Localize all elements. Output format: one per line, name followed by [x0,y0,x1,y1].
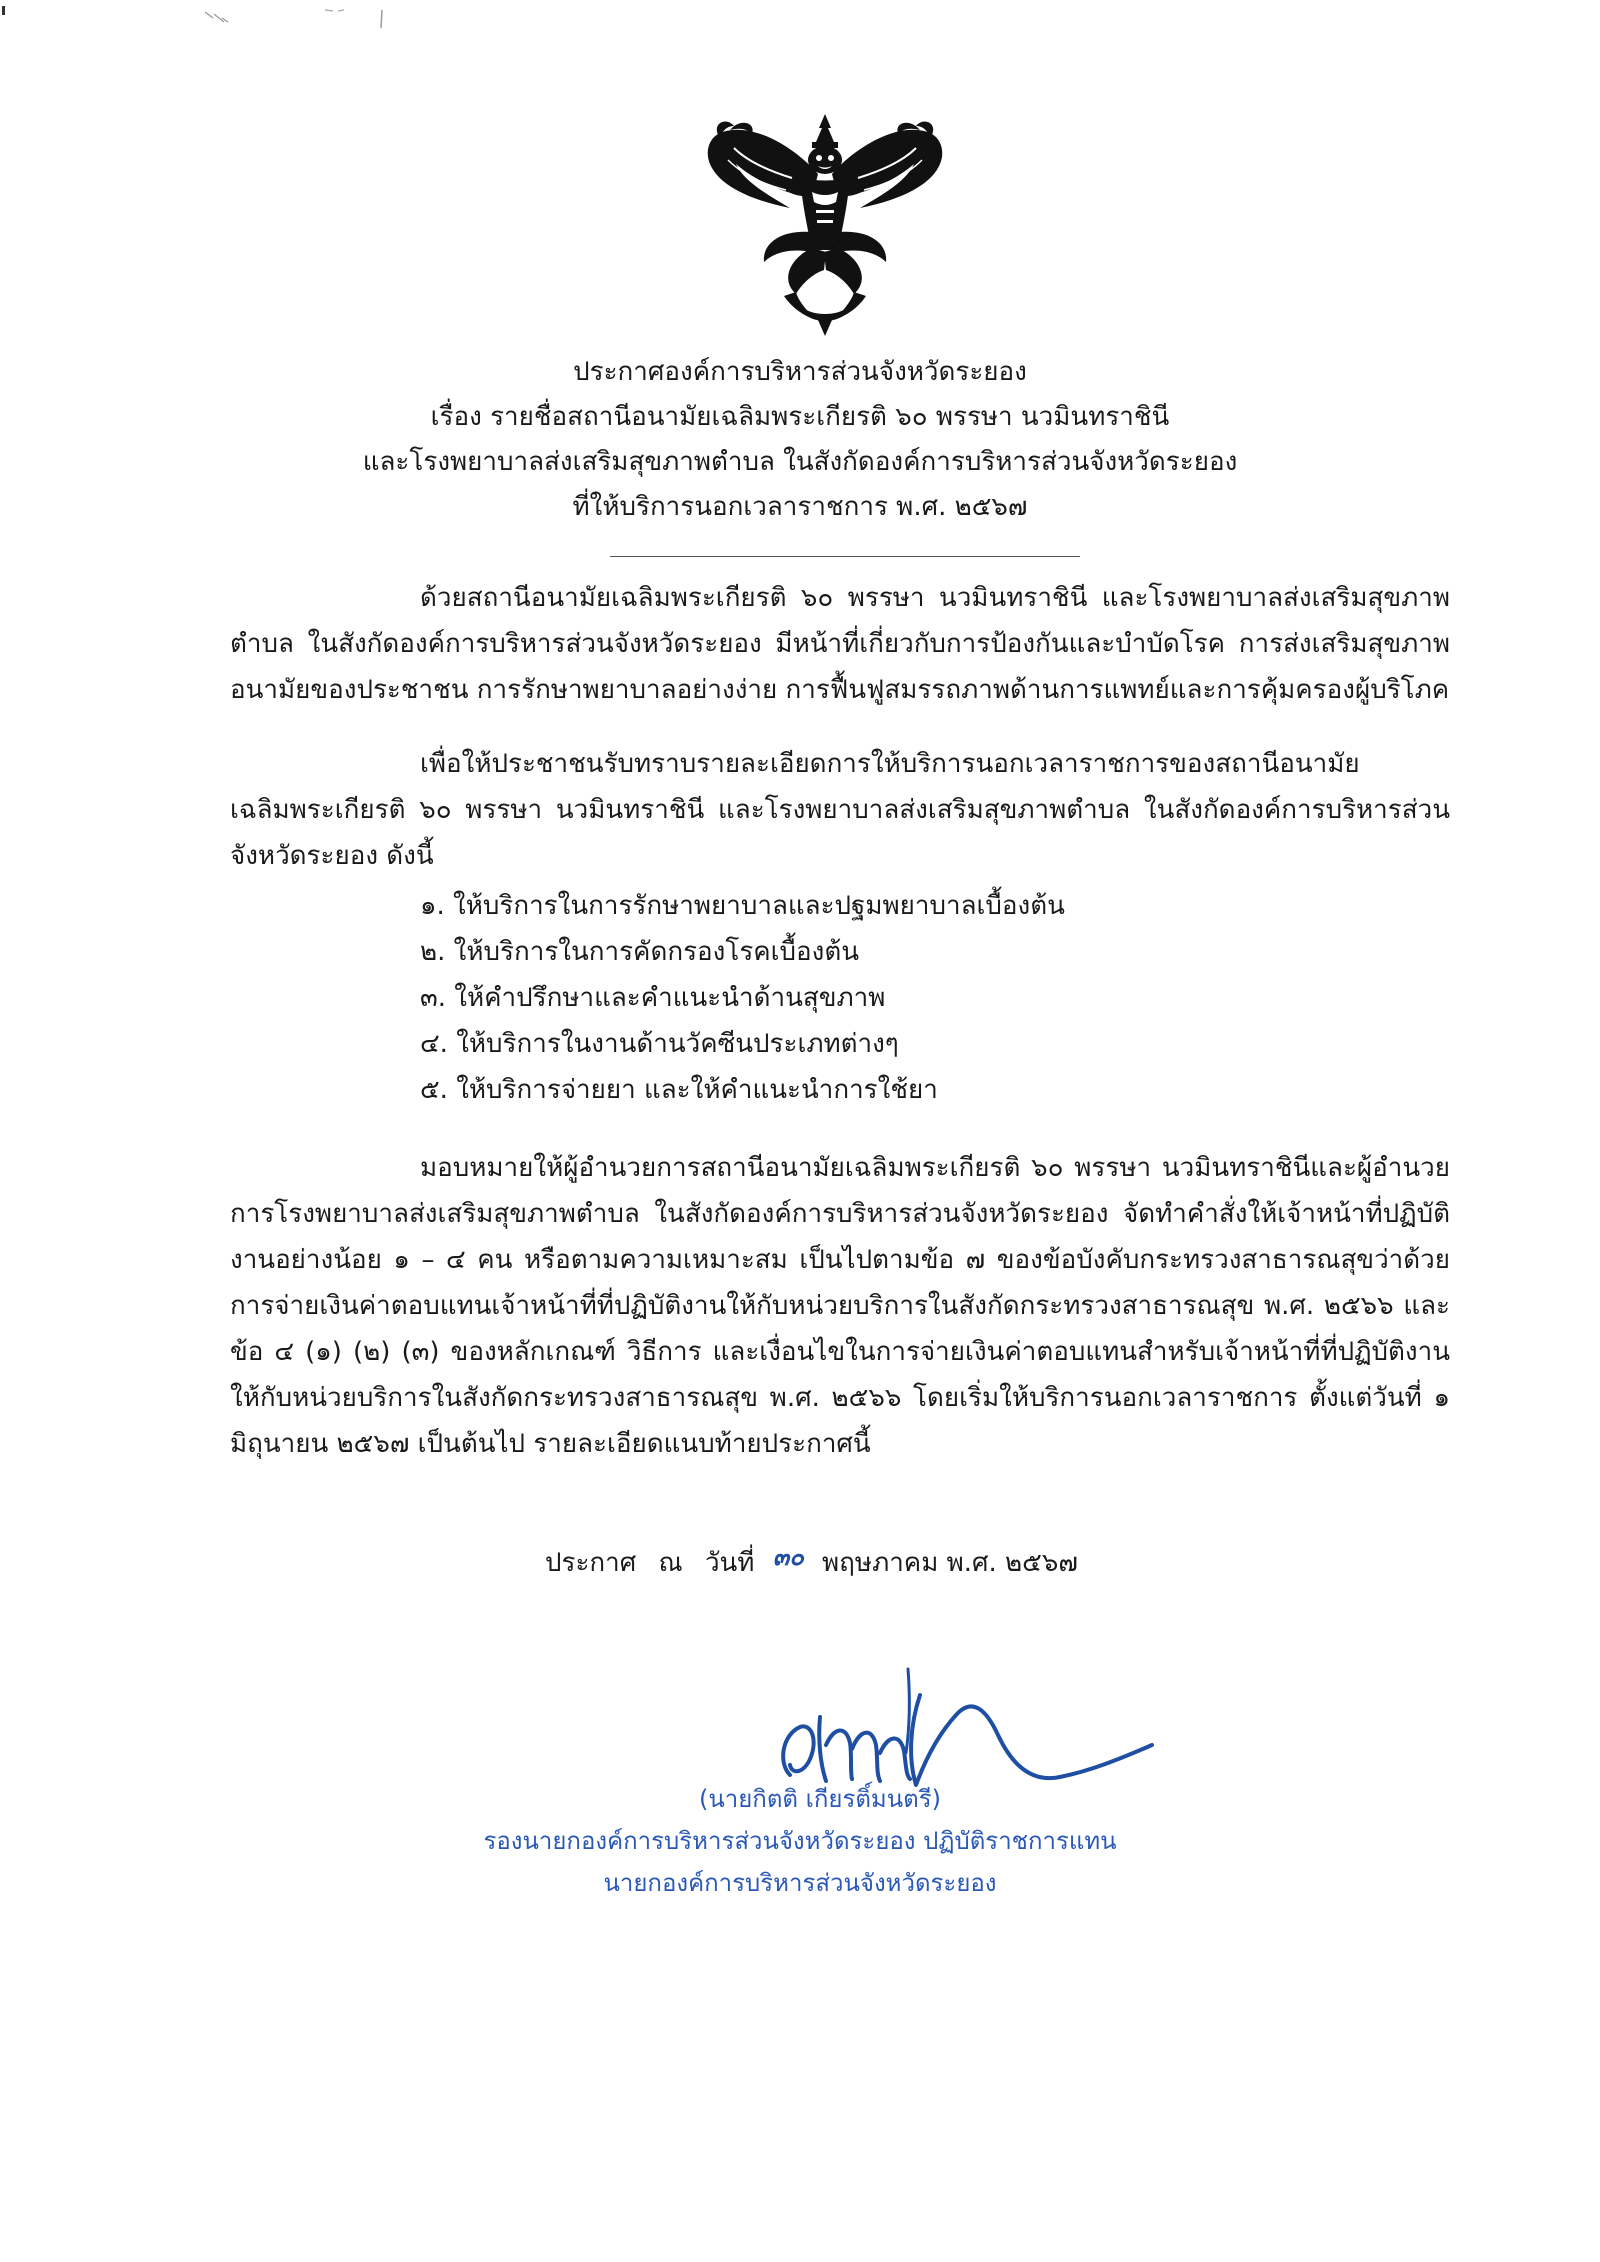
announce-month-year: พฤษภาคม พ.ศ. ๒๕๖๗ [822,1548,1078,1578]
document-header [0,350,1600,530]
garuda-emblem [700,112,950,337]
signer-position-line2: นายกองค์การบริหารส่วนจังหวัดระยอง [603,1869,997,1897]
paragraph-purpose: เพื่อให้ประชาชนรับทราบรายละเอียดการให้บริการนอกเวลาราชการของสถานีอนามัยเฉลิมพระเกียรติ ๖๐ พรรษา นวมินทราชินี และโรงพยาบาลส่งเสริมสุขภาพตำบล ในสังกัดองค์การบริหารส่วนจังหวัดระยอง ดังนี้ [230,749,1450,871]
signer-block [0,1778,1600,1904]
signer-name: (นายกิตติ เกียรติ์มนตรี) [699,1785,941,1813]
header-divider [610,556,1080,557]
list-item: ๕. ให้บริการจ่ายยา และให้คำแนะนำการใช้ยา [420,1075,938,1105]
announce-prefix: ประกาศ [545,1548,637,1578]
scan-specks [0,0,1600,60]
header-subject-line2: และโรงพยาบาลส่งเสริมสุขภาพตำบล ในสังกัดองค์การบริหารส่วนจังหวัดระยอง [362,447,1238,477]
paragraph-assignment: มอบหมายให้ผู้อำนวยการสถานีอนามัยเฉลิมพระเกียรติ ๖๐ พรรษา นวมินทราชินีและผู้อำนวยการโรงพยาบาลส่งเสริมสุขภาพตำบล ในสังกัดองค์การบริหารส่วนจังหวัดระยอง จัดทำคำสั่งให้เจ้าหน้าที่ปฏิบัติงานอย่างน้อย ๑ – ๔ คน หรือตามความเหมาะสม เป็นไปตามข้อ ๗ ของข้อบังคับกระทรวงสาธารณสุขว่าด้วยการจ่ายเงินค่าตอบแทนเจ้าหน้าที่ที่ปฏิบัติงานให้กับหน่วยบริการในสังกัดกระทรวงสาธารณสุข พ.ศ. ๒๕๖๖ และข้อ ๔ (๑) (๒) (๓) ของหลักเกณฑ์ วิธีการ และเงื่อนไขในการจ่ายเงินค่าตอบแทนสำหรับเจ้าหน้าที่ที่ปฏิบัติงานให้กับหน่วยบริการในสังกัดกระทรวงสาธารณสุข พ.ศ. ๒๕๖๖ โดยเริ่มให้บริการนอกเวลาราชการ ตั้งแต่วันที่ ๑ มิถุนายน ๒๕๖๗ เป็นต้นไป รายละเอียดแนบท้ายประกาศนี้ [230,1153,1450,1459]
list-item: ๔. ให้บริการในงานด้านวัคซีนประเภทต่างๆ [420,1029,899,1059]
handwritten-day: ๓๐ [772,1542,804,1571]
list-item: ๓. ให้คำปรึกษาและคำแนะนำด้านสุขภาพ [420,983,886,1013]
paragraph-intro: ด้วยสถานีอนามัยเฉลิมพระเกียรติ ๖๐ พรรษา นวมินทราชินี และโรงพยาบาลส่งเสริมสุขภาพตำบล ในสังกัดองค์การบริหารส่วนจังหวัดระยอง มีหน้าที่เกี่ยวกับการป้องกันและบำบัดโรค การส่งเสริมสุขภาพอนามัยของประชาชน การรักษาพยาบาลอย่างง่าย การฟื้นฟูสมรรถภาพด้านการแพทย์และการคุ้มครองผู้บริโภค [230,583,1450,705]
document-body [230,575,1450,1467]
announcement-date [545,1540,1078,1586]
header-subject-line3: ที่ให้บริการนอกเวลาราชการ พ.ศ. ๒๕๖๗ [572,492,1028,522]
announce-day-label: วันที่ [704,1548,755,1578]
list-item: ๒. ให้บริการในการคัดกรองโรคเบื้องต้น [420,937,860,967]
announce-at: ณ [658,1548,683,1578]
signer-position: รองนายกองค์การบริหารส่วนจังหวัดระยอง ปฏิบัติราชการแทน [483,1827,1117,1855]
header-title: ประกาศองค์การบริหารส่วนจังหวัดระยอง [573,357,1027,387]
header-subject: เรื่อง รายชื่อสถานีอนามัยเฉลิมพระเกียรติ ๖๐ พรรษา นวมินทราชินี [430,402,1170,432]
list-item: ๑. ให้บริการในการรักษาพยาบาลและปฐมพยาบาลเบื้องต้น [420,891,1065,921]
service-list [420,883,1450,1113]
